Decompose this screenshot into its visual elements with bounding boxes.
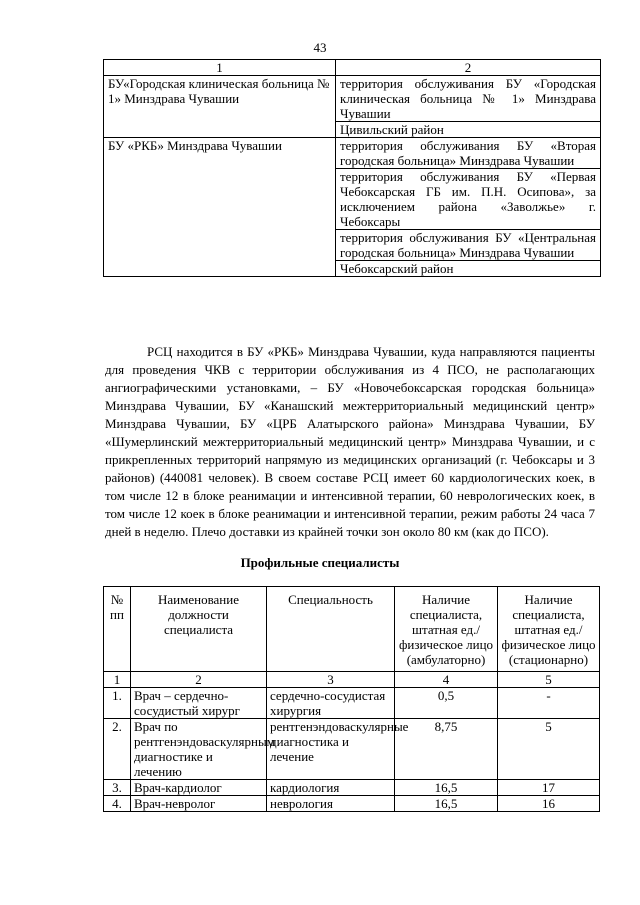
position-cell: Врач по рентгенэндоваскулярным диагностике и лечению [131,719,267,780]
specialty-cell: кардиология [267,780,395,796]
column-number: 3 [267,672,395,688]
ambulatory-cell: 0,5 [395,688,498,719]
column-header: № пп [104,587,131,672]
specialty-cell: рентгенэндоваскулярные диагностика и лечение [267,719,395,780]
numbering-row [104,672,600,688]
org-cell: БУ «РКБ» Минздрава Чувашии [104,138,336,277]
column-number: 2 [131,672,267,688]
territory-cell: территория обслуживания БУ «Центральная городская больница» Минздрава Чувашии [336,230,601,261]
column-header: 1 [104,60,336,76]
ambulatory-cell: 8,75 [395,719,498,780]
row-number: 3. [104,780,131,796]
table-row [104,719,600,780]
ambulatory-cell: 16,5 [395,780,498,796]
specialists-table [103,586,600,812]
territory-cell: территория обслуживания БУ «Городская клиническая больница № 1» Минздрава Чувашии [336,76,601,122]
inpatient-cell: 5 [498,719,600,780]
column-header: Специальность [267,587,395,672]
column-header: Наименование должности специалиста [131,587,267,672]
territory-cell: Цивильский район [336,122,601,138]
column-header: Наличие специалиста, штатная ед./физическое лицо (амбулаторно) [395,587,498,672]
specialty-cell: неврология [267,796,395,812]
territory-cell: территория обслуживания БУ «Вторая городская больница» Минздрава Чувашии [336,138,601,169]
org-cell: БУ«Городская клиническая больница № 1» Минздрава Чувашии [104,76,336,138]
row-number: 2. [104,719,131,780]
territory-cell: территория обслуживания БУ «Первая Чебоксарская ГБ им. П.Н. Осипова», за исключением района «Заволжье» г. Чебоксары [336,169,601,230]
inpatient-cell: 17 [498,780,600,796]
table-header-row [104,587,600,672]
position-cell: Врач-невролог [131,796,267,812]
table-row [104,780,600,796]
page-number: 43 [313,40,327,55]
body-paragraph: РСЦ находится в БУ «РКБ» Минздрава Чувашии, куда направляются пациенты для проведения ЧКВ с территории обслуживания из 4 ПСО, не располагающих ангиографическими установками, – БУ «Новочебоксарская городская больница» Минздрава Чувашии, БУ «Канашский межтерриториальный медицинский центр» Минздрава Чувашии, БУ «ЦРБ Алатырского района» Минздрава Чувашии, БУ «Шумерлинский межтерриториальный медицинский центр» Минздрава Чувашии, и с прикрепленных территорий напрямую из медицинских организаций (г. Чебоксары и 3 районов) (440081 человек). В своем составе РСЦ имеет 60 кардиологических коек, в том числе 12 в блоке реанимации и интенсивной терапии, 60 неврологических коек, в том числе 12 коек в блоке реанимации и интенсивной терапии, режим работы 24 часа 7 дней в неделю. Плечо доставки из крайней точки зон около 80 км (как до ПСО). [105,344,595,539]
ambulatory-cell: 16,5 [395,796,498,812]
position-cell: Врач-кардиолог [131,780,267,796]
table-row [104,688,600,719]
section-heading: Профильные специалисты [240,555,400,570]
table-row [104,138,601,169]
inpatient-cell: 16 [498,796,600,812]
position-cell: Врач – сердечно-сосудистый хирург [131,688,267,719]
column-number: 5 [498,672,600,688]
column-number: 4 [395,672,498,688]
table-row [104,76,601,122]
territory-table [103,59,601,277]
column-number: 1 [104,672,131,688]
table-row [104,796,600,812]
territory-cell: Чебоксарский район [336,261,601,277]
column-header: Наличие специалиста, штатная ед./физическое лицо (стационарно) [498,587,600,672]
row-number: 1. [104,688,131,719]
row-number: 4. [104,796,131,812]
column-header: 2 [336,60,601,76]
inpatient-cell: - [498,688,600,719]
table-header-row [104,60,601,76]
specialty-cell: сердечно-сосудистая хирургия [267,688,395,719]
